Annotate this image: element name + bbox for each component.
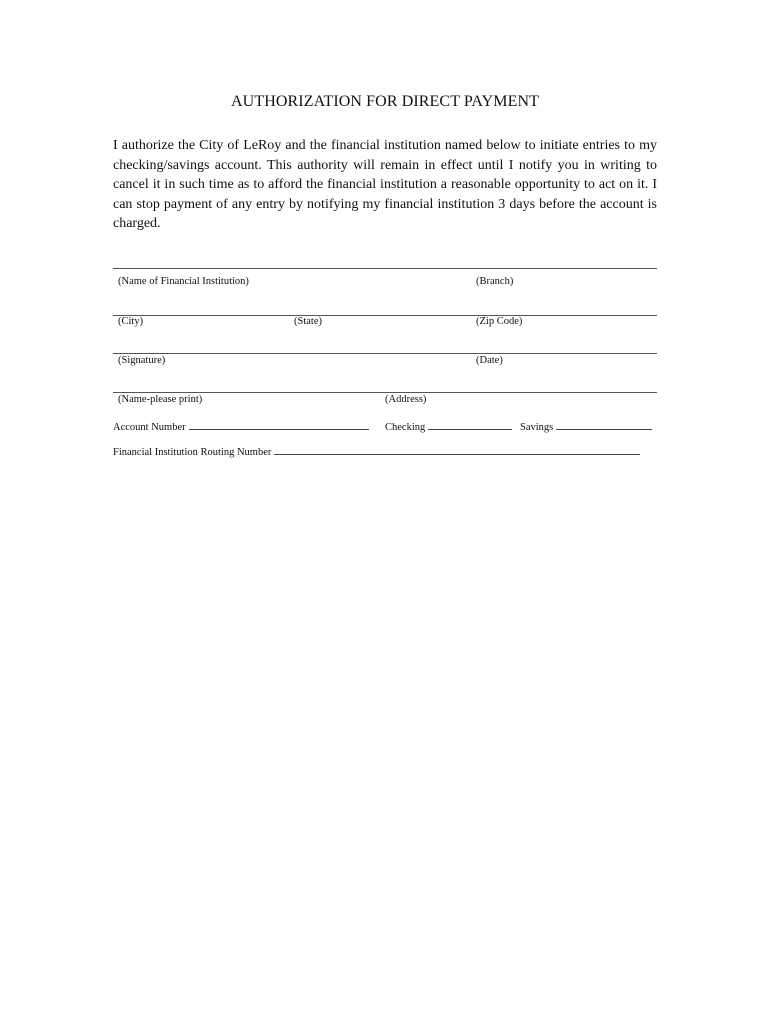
routing-number-field [113,445,640,458]
name-print-label: (Name-please print) [118,394,203,405]
routing-number-input[interactable] [274,445,640,455]
city-label: (City) [118,316,144,327]
savings-input[interactable] [556,420,652,430]
savings-label: Savings [520,422,554,433]
signature-date-line[interactable] [113,353,657,354]
checking-label: Checking [385,422,426,433]
savings-field [520,420,652,433]
branch-label: (Branch) [476,276,514,287]
financial-institution-line[interactable] [113,268,657,269]
checking-input[interactable] [428,420,512,430]
routing-number-label: Financial Institution Routing Number [113,447,272,458]
name-address-line[interactable] [113,392,657,393]
authorization-paragraph: I authorize the City of LeRoy and the financial institution named below to initiate entries to my checking/savings account. This authority will remain in effect until I notify you in writing to cancel it in such time as to afford the financial institution a reasonable opportunity to act on it. I can stop payment of any entry by notifying my financial institution 3 days before the account is charged. [113,138,657,232]
signature-label: (Signature) [118,355,166,366]
checking-field [385,420,512,433]
address-label: (Address) [385,394,427,405]
account-number-field [113,420,369,433]
date-label: (Date) [476,355,503,366]
state-label: (State) [294,316,322,327]
account-number-input[interactable] [189,420,369,430]
zip-code-label: (Zip Code) [476,316,523,327]
financial-institution-label: (Name of Financial Institution) [118,276,249,287]
document-title: AUTHORIZATION FOR DIRECT PAYMENT [231,93,539,110]
account-number-label: Account Number [113,422,186,433]
city-state-zip-line[interactable] [113,315,657,316]
